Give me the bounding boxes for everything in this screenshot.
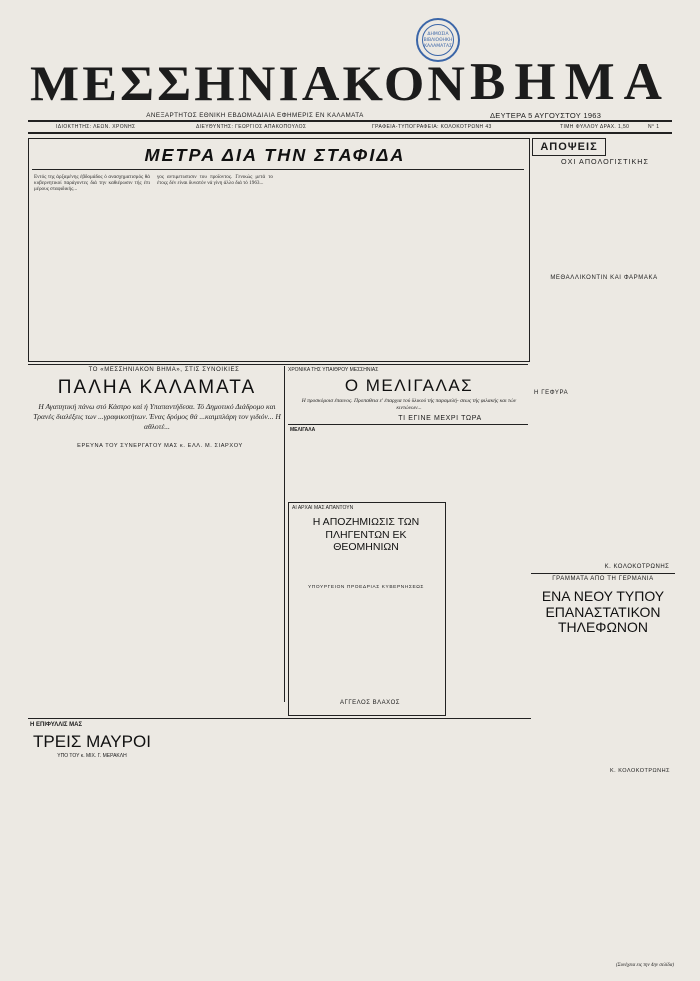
apozimioseis-headline: Η ΑΠΟΖΗΜΙΩΣΙΣ ΤΩΝ ΠΛΗΓΕΝΤΩΝ ΕΚ ΘΕΟΜΗΝΙΩΝ (312, 516, 420, 553)
apopseis-headline: ΟΧΙ ΑΠΟΛΟΓΙΣΤΙΚΗΣ (561, 157, 649, 166)
masthead-date: ΔΕΥΤΕΡΑ 5 ΑΥΓΟΥΣΤΟΥ 1963 (490, 111, 602, 120)
kalamata-headline: ΠΑΛΗΑ ΚΑΛΑΜΑΤΑ (57, 377, 257, 398)
mavroi-column-7 (414, 722, 474, 975)
section-rule-middle (28, 364, 528, 365)
meligalas-column-1 (290, 436, 366, 498)
mavroi-column-6 (350, 722, 410, 975)
phones-rule-top (531, 573, 675, 574)
mavroi-byline: ΥΠΟ ΤΟΥ κ. ΜΙΧ. Γ. ΜΕΡΑΚΛΗ (57, 753, 127, 759)
meligalas-column-3 (450, 427, 526, 498)
apozimioseis-ministry: ΥΠΟΥΡΓΕΙΟΝ ΠΡΟΕΔΡΙΑΣ ΚΥΒΕΡΝΗΣΕΩΣ (307, 585, 424, 590)
mavroi-column-5 (286, 722, 346, 975)
mavroi-column-3 (158, 722, 218, 975)
apopseis-subhead-2: Η ΓΕΦΥΡΑ (534, 390, 569, 396)
library-seal-text: ΔΗΜΟΣΙΑ ΒΙΒΛΙΟΘΗΚΗ ΚΑΛΑΜΑΤΑΣ (423, 32, 453, 49)
apozimioseis-intro (294, 557, 438, 581)
mavroi-headline: ΤΡΕΙΣ ΜΑΥΡΟΙ (33, 732, 151, 751)
meligalas-deck: Η προσκόμοισ έπαινος. Προπαθεια ε' έπαρχια τού ϋλικού τής παραμελή- σεως τής φιλακής και τών κιντώνων... (301, 398, 517, 411)
lead-column-1 (34, 174, 150, 356)
phones-headline: ΕΝΑ ΝΕΟΥ ΤΥΠΟΥ ΕΠΑΝΑΣΤΑΤΙΚΟΝ ΤΗΛΕΦΩΝΟΝ (541, 588, 665, 635)
apozimioseis-letter (294, 594, 438, 694)
lead-column-3 (280, 174, 396, 356)
bottom-right-column (538, 780, 674, 960)
masthead-director: ΔΙΕΥΘΥΝΤΗΣ: ΓΕΩΡΓΙΟΣ ΑΠΑΚΟΠΟΥΛΟΣ (196, 124, 307, 130)
mavroi-column-8 (478, 722, 534, 975)
phones-kicker: ΓΡΑΜΜΑΤΑ ΑΠΟ ΤΗ ΓΕΡΜΑΝΙΑ (552, 576, 654, 582)
apozimioseis-signature: ΑΓΓΕΛΟΣ ΒΛΑΧΟΣ (340, 700, 400, 706)
kalamata-quote: Η Αγαπητική πάνω στό Κάστρο καί ή Υπαπαντήδεσα. Τό Δημοτικό Διάδρομο και Τρανές διαλέξεις των ...γραφικοτήτων. Ένας δρόμος θά ...καιμπλάρη τον γιδιόν... Η αθλοτέ... (33, 402, 281, 432)
meligalas-kicker: ΧΡΟΝΙΚΑ ΤΗΣ ΥΠΑΙΘΡΟΥ ΜΕΣΣΗΝΙΑΣ (288, 367, 379, 373)
kalamata-column-2 (112, 452, 188, 700)
kalamata-byline: ΕΡΕΥΝΑ ΤΟΥ ΣΥΝΕΡΓΑΤΟΥ ΜΑΣ κ. ΕΛΛ. Μ. ΣΙΑΡΧΟΥ (77, 443, 243, 449)
masthead-title-right: ΒΗΜΑ (470, 53, 671, 111)
apopseis-body-3 (534, 399, 674, 562)
apozimioseis-kicker: ΑΙ ΑΡΧΑΙ ΜΑΣ ΑΠΑΝΤΟΥΝ (292, 505, 354, 511)
masthead-tagline: ΑΝΕΞΑΡΤΗΤΟΣ ΕΘΝΙΚΗ ΕΒΔΟΜΑΔΙΑΙΑ ΕΦΗΜΕΡΙΣ ΕΝ ΚΑΛΑΜΑΤΑ (146, 112, 364, 119)
lead-opening: Εντός της άρξαμένης έβδομάδος ό ανασχηματισμός θά κυβερνητικοί παράγοντες διά την καθιέρωσιν τής έπι μέρους σταφιδικής... (34, 174, 150, 193)
kalamata-kicker: ΤΟ «ΜΕΣΣΗΝΙΑΚΟΝ ΒΗΜΑ», ΣΤΙΣ ΣΥΝΟΙΚΙΕΣ (88, 367, 240, 373)
kalamata-column-1 (32, 452, 108, 700)
lead-col2-opening: γος αντιμετωπισιν του προϊοντος. Γενικώς μετά το έτοςς δέν είναι δυνατόν νά γίνη άλλο διά τό 1963... (157, 174, 273, 187)
phones-column-1 (534, 640, 602, 765)
lead-rule (32, 169, 524, 170)
meligalas-label: ΜΕΛΙΓΑΛΑ (290, 427, 316, 433)
apopseis-body-2 (534, 284, 674, 387)
mavroi-column-2 (92, 763, 154, 975)
lead-headline: ΜΕΤΡΑ ΔΙΑ ΤΗΝ ΣΤΑΦΙΔΑ (144, 145, 406, 165)
kalamata-column-3 (192, 452, 280, 700)
phones-column-2 (606, 640, 674, 765)
apopseis-body-1 (534, 167, 674, 272)
apopseis-subhead: ΜΕΘΑΛΛΙΚΟΝΤΙΝ ΚΑΙ ΦΑΡΜΑΚΑ (550, 275, 658, 281)
masthead-price: ΤΙΜΗ ΦΥΛΛΟΥ ΔΡΑΧ. 1,50 (560, 124, 630, 130)
apopseis-signature: Κ. ΚΟΛΟΚΟΤΡΩΝΗΣ (604, 564, 670, 570)
meligalas-column-2 (370, 427, 446, 498)
phones-signature: Κ. ΚΟΛΟΚΟΤΡΩΝΗΣ (610, 768, 670, 774)
mavroi-kicker: Η ΕΠΙΦΥΛΛΙΣ ΜΑΣ (30, 722, 83, 728)
mavroi-column-1 (30, 763, 88, 975)
masthead-owner: ΙΔΙΟΚΤΗΤΗΣ: ΛΕΩΝ. ΧΡΟΝΗΣ (56, 124, 136, 130)
masthead-rule-bottom (28, 132, 672, 134)
apopseis-section-label: ΑΠΟΨΕΙΣ (532, 138, 606, 156)
divider-kalamata-meligalas (284, 366, 285, 702)
meligalas-column-4 (448, 502, 528, 714)
masthead-offices: ΓΡΑΦΕΙΑ-ΤΥΠΟΓΡΑΦΕΙΑ: ΚΟΛΟΚΟΤΡΩΝΗ 43 (372, 124, 492, 130)
masthead-issue: Ν° 1 (648, 124, 660, 130)
mavroi-column-4 (222, 722, 282, 975)
lead-column-2 (157, 174, 273, 356)
meligalas-subhead: ΤΙ ΕΓΙΝΕ ΜΕΧΡΙ ΤΩΡΑ (398, 415, 482, 422)
feuilleton-rule (28, 718, 531, 719)
lead-column-4 (403, 174, 521, 356)
masthead-title-left: ΜΕΣΣΗΝΙΑΚΟΝ (30, 55, 469, 111)
continuation-note: (Συνέχεια εις την 4ην σελίδα) (616, 963, 674, 968)
meligalas-rule (288, 424, 528, 425)
meligalas-headline: Ο ΜΕΛΙΓΑΛΑΣ (344, 376, 474, 395)
masthead-rule-top (28, 120, 672, 122)
